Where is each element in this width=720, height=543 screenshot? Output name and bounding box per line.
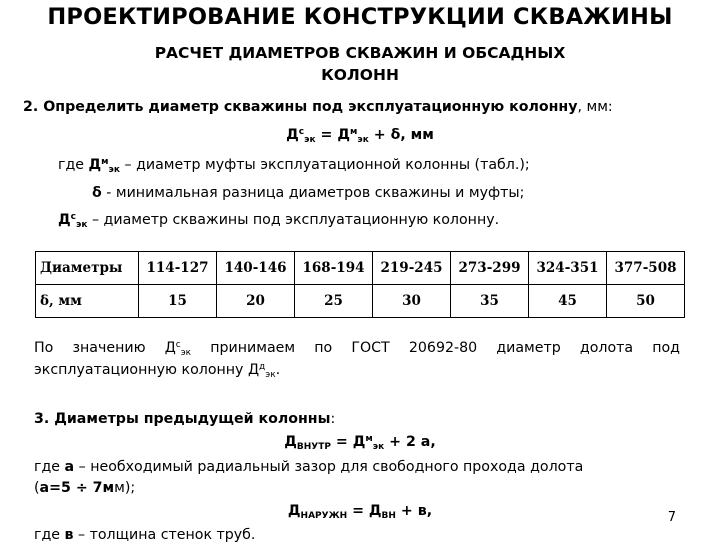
step3-formula-inner: $Д_{ВНУТР} = Д^м_{эк} + 2$ а,: [284, 434, 436, 452]
step2-definition-delta: δ - минимальная разница диаметров скважины и муфты;: [92, 185, 525, 201]
step2-formula: $Д^с_{эк} = Д^м_{эк} + \delta$, мм: [286, 127, 434, 145]
step2-definition-muff: где $Д^м_{эк}$ – диаметр муфты эксплуатационной колонны (табл.);: [58, 157, 530, 175]
step3-definition-gap-range: (а=5 ÷ 7мм);: [34, 480, 136, 496]
table-row-diameters: [36, 252, 685, 285]
table-cell: 30: [373, 285, 451, 318]
table-cell: 45: [529, 285, 607, 318]
page-title: ПРОЕКТИРОВАНИЕ КОНСТРУКЦИИ СКВАЖИНЫ: [47, 4, 673, 30]
step3-heading: 3. Диаметры предыдущей колонны:: [34, 411, 336, 427]
table-header-diameters: Диаметры: [36, 252, 139, 285]
diameter-delta-table: [35, 251, 685, 318]
step3-definition-gap: где а – необходимый радиальный зазор для свободного прохода долота: [34, 459, 584, 475]
table-cell: 114-127: [139, 252, 217, 285]
table-cell: 377-508: [607, 252, 685, 285]
table-cell: 168-194: [295, 252, 373, 285]
step3-definition-wall: где в – толщина стенок труб.: [34, 527, 256, 543]
table-cell: 50: [607, 285, 685, 318]
table-cell: 140-146: [217, 252, 295, 285]
gost-paragraph-line1: По значению $Д^с_{эк}$ принимаем по ГОСТ 20692-80 диаметр долота под: [34, 340, 680, 358]
table-cell: 20: [217, 285, 295, 318]
table-cell: 35: [451, 285, 529, 318]
step3-formula-outer: $Д_{НАРУЖН} = Д_{ВН} + в$,: [287, 503, 433, 521]
table-cell: 324-351: [529, 252, 607, 285]
table-row-delta: [36, 285, 685, 318]
step2-definition-well: $Д^с_{эк}$ – диаметр скважины под эксплуатационную колонну.: [58, 212, 500, 230]
table-cell: 15: [139, 285, 217, 318]
page-number: 7: [667, 510, 676, 525]
gost-paragraph-line2: эксплуатационную колонну $Д^д_{эк}$.: [34, 362, 281, 380]
table-header-delta: δ, мм: [36, 285, 139, 318]
table-cell: 25: [295, 285, 373, 318]
page-subtitle: РАСЧЕТ ДИАМЕТРОВ СКВАЖИН И ОБСАДНЫХ КОЛОНН: [154, 44, 566, 84]
table-cell: 219-245: [373, 252, 451, 285]
step2-heading: 2. Определить диаметр скважины под эксплуатационную колонну, мм:: [23, 99, 613, 115]
table-cell: 273-299: [451, 252, 529, 285]
